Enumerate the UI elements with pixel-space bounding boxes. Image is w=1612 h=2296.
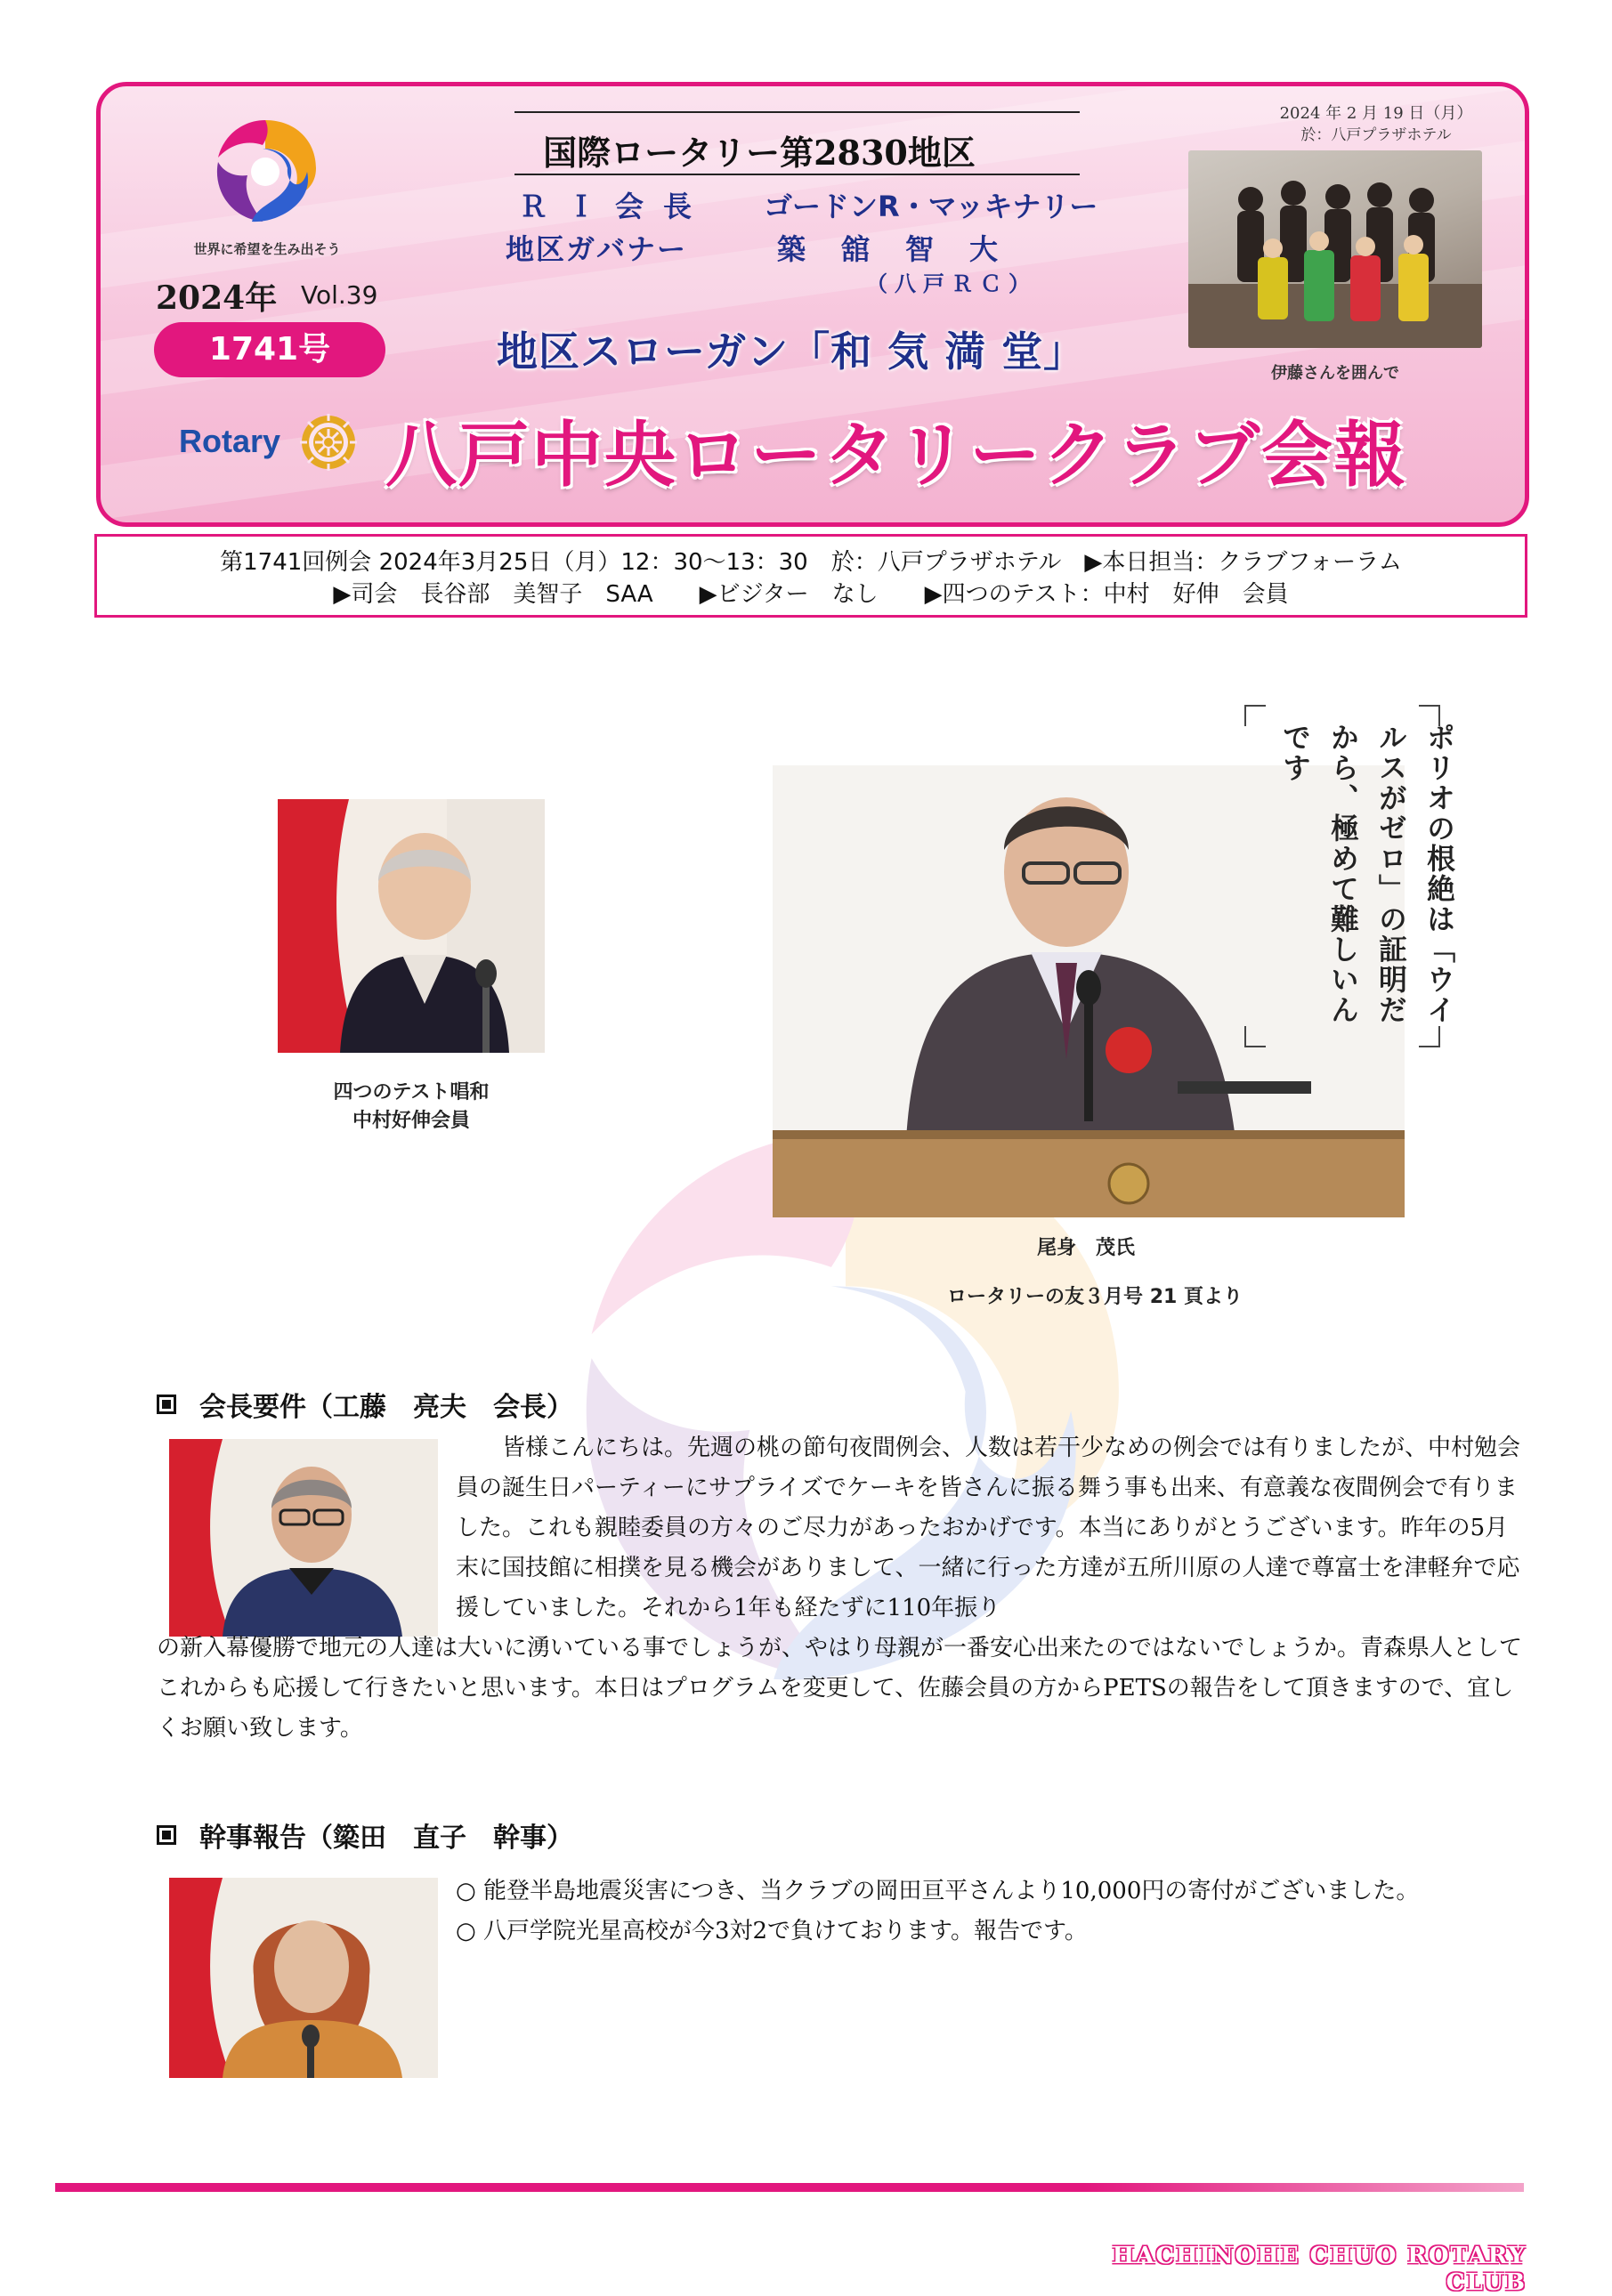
volume-label: Vol.39 [301,280,378,310]
district-bottom-rule [514,174,1080,175]
president-report-text-part1: 皆様こんにちは。先週の桃の節句夜間例会、人数は若干少なめの例会では有りましたが、中村勉会員の誕生日パーティーにサプライズでケーキを皆さんに振る舞う事も出来、有意義な夜間例会で有りました。これも親睦委員の方々のご尽力があったおかげです。本当にありがとうございます。昨年の5月末に国技館に相撲を見る機会がありまして、一緒に行った方達が五所川原の人達で尊富士を津軽弁で応援していました。それから1年も経たずに110年振り [456,1435,1521,1621]
section-bullet-icon [157,1395,176,1414]
header-banner [96,82,1529,527]
district-top-rule [514,111,1080,113]
footer-bar [55,2183,1524,2192]
quote-box [1244,705,1456,1047]
secretary-section-heading [157,1815,573,1855]
omi-caption: 尾身 茂氏 [1036,1237,1135,1259]
secretary-heading-text: 幹事報告（簗田 直子 幹事） [199,1823,573,1854]
nakamura-caption-2: 中村好伸会員 [352,1110,470,1132]
secretary-item-1: ○ 能登半島地震災害につき、当クラブの岡田亘平さんより10,000円の寄付がございました。 [456,1878,1420,1904]
governor-name: 築舘智大 [777,232,1034,266]
governor-club: （八戸ＲＣ） [866,271,1037,296]
footer-club-name: HACHINOHE CHUO ROTARY CLUB [1112,2243,1527,2296]
meeting-info-line-1: 第1741回例会 2024年3月25日（月）12：30〜13：30 於：八戸プラザホテル ▶本日担当：クラブフォーラム [220,549,1402,576]
secretary-item-2: ○ 八戸学院光星高校が今3対2で負けております。報告です。 [456,1918,1088,1944]
ri-president-label: ＲＩ会長 [519,190,712,223]
rotary-wordmark: Rotary [179,423,281,459]
header-photo-caption: 伊藤さんを囲んで [1271,364,1399,383]
meeting-info-bar [94,534,1527,618]
president-section-heading [157,1385,573,1424]
president-photo [169,1439,438,1637]
logo-tagline: 世界に希望を生み出そう [193,241,341,257]
header-photo-date: 2024 年 2 月 19 日（月） [1279,104,1473,123]
rotary-logo-icon [207,113,323,229]
year-label: 2024年 [156,279,278,317]
president-report-text-part2: の新入幕優勝で地元の人達は大いに湧いている事でしょうが、やはり母親が一番安心出来たのではないでしょうか。青森県人としてこれからも応援して行きたいと思います。本日はプログラムを変更して、佐藤会員の方からPETSの報告をして頂きますので、宜しくお願い致します。 [157,1635,1523,1742]
omi-source: ロータリーの友３月号 21 頁より [947,1286,1243,1308]
secretary-photo [169,1878,438,2078]
header-photo-venue: 於：八戸プラザホテル [1300,126,1452,144]
quote-corner-bottom-left [1244,1026,1266,1047]
quote-text: ポリオの根絶は「ウイルスがゼロ」の証明だから、極めて難しいんです [1278,723,1456,1025]
club-bulletin-title: 八戸中央ロータリークラブ会報 [385,414,1407,497]
rotary-wheel-icon [298,412,359,473]
president-heading-text: 会長要件（工藤 亮夫 会長） [199,1392,573,1423]
section-bullet-icon [157,1825,176,1845]
meeting-info-line-2: ▶司会 長谷部 美智子 SAA ▶ビジター なし ▶四つのテスト：中村 好伸 会員 [333,581,1289,608]
governor-label: 地区ガバナー [506,232,688,266]
quote-bracket-open [1244,705,1266,726]
header-group-photo [1188,150,1482,348]
district-name: 国際ロータリー第2830地区 [543,133,976,173]
ri-president-name: ゴードンR・マッキナリー [764,190,1098,223]
nakamura-caption-1: 四つのテスト唱和 [333,1081,490,1104]
nakamura-photo [278,799,545,1053]
district-slogan: 地区スローガン「和 気 満 堂」 [497,327,1086,376]
issue-number-badge: 1741号 [154,322,385,377]
